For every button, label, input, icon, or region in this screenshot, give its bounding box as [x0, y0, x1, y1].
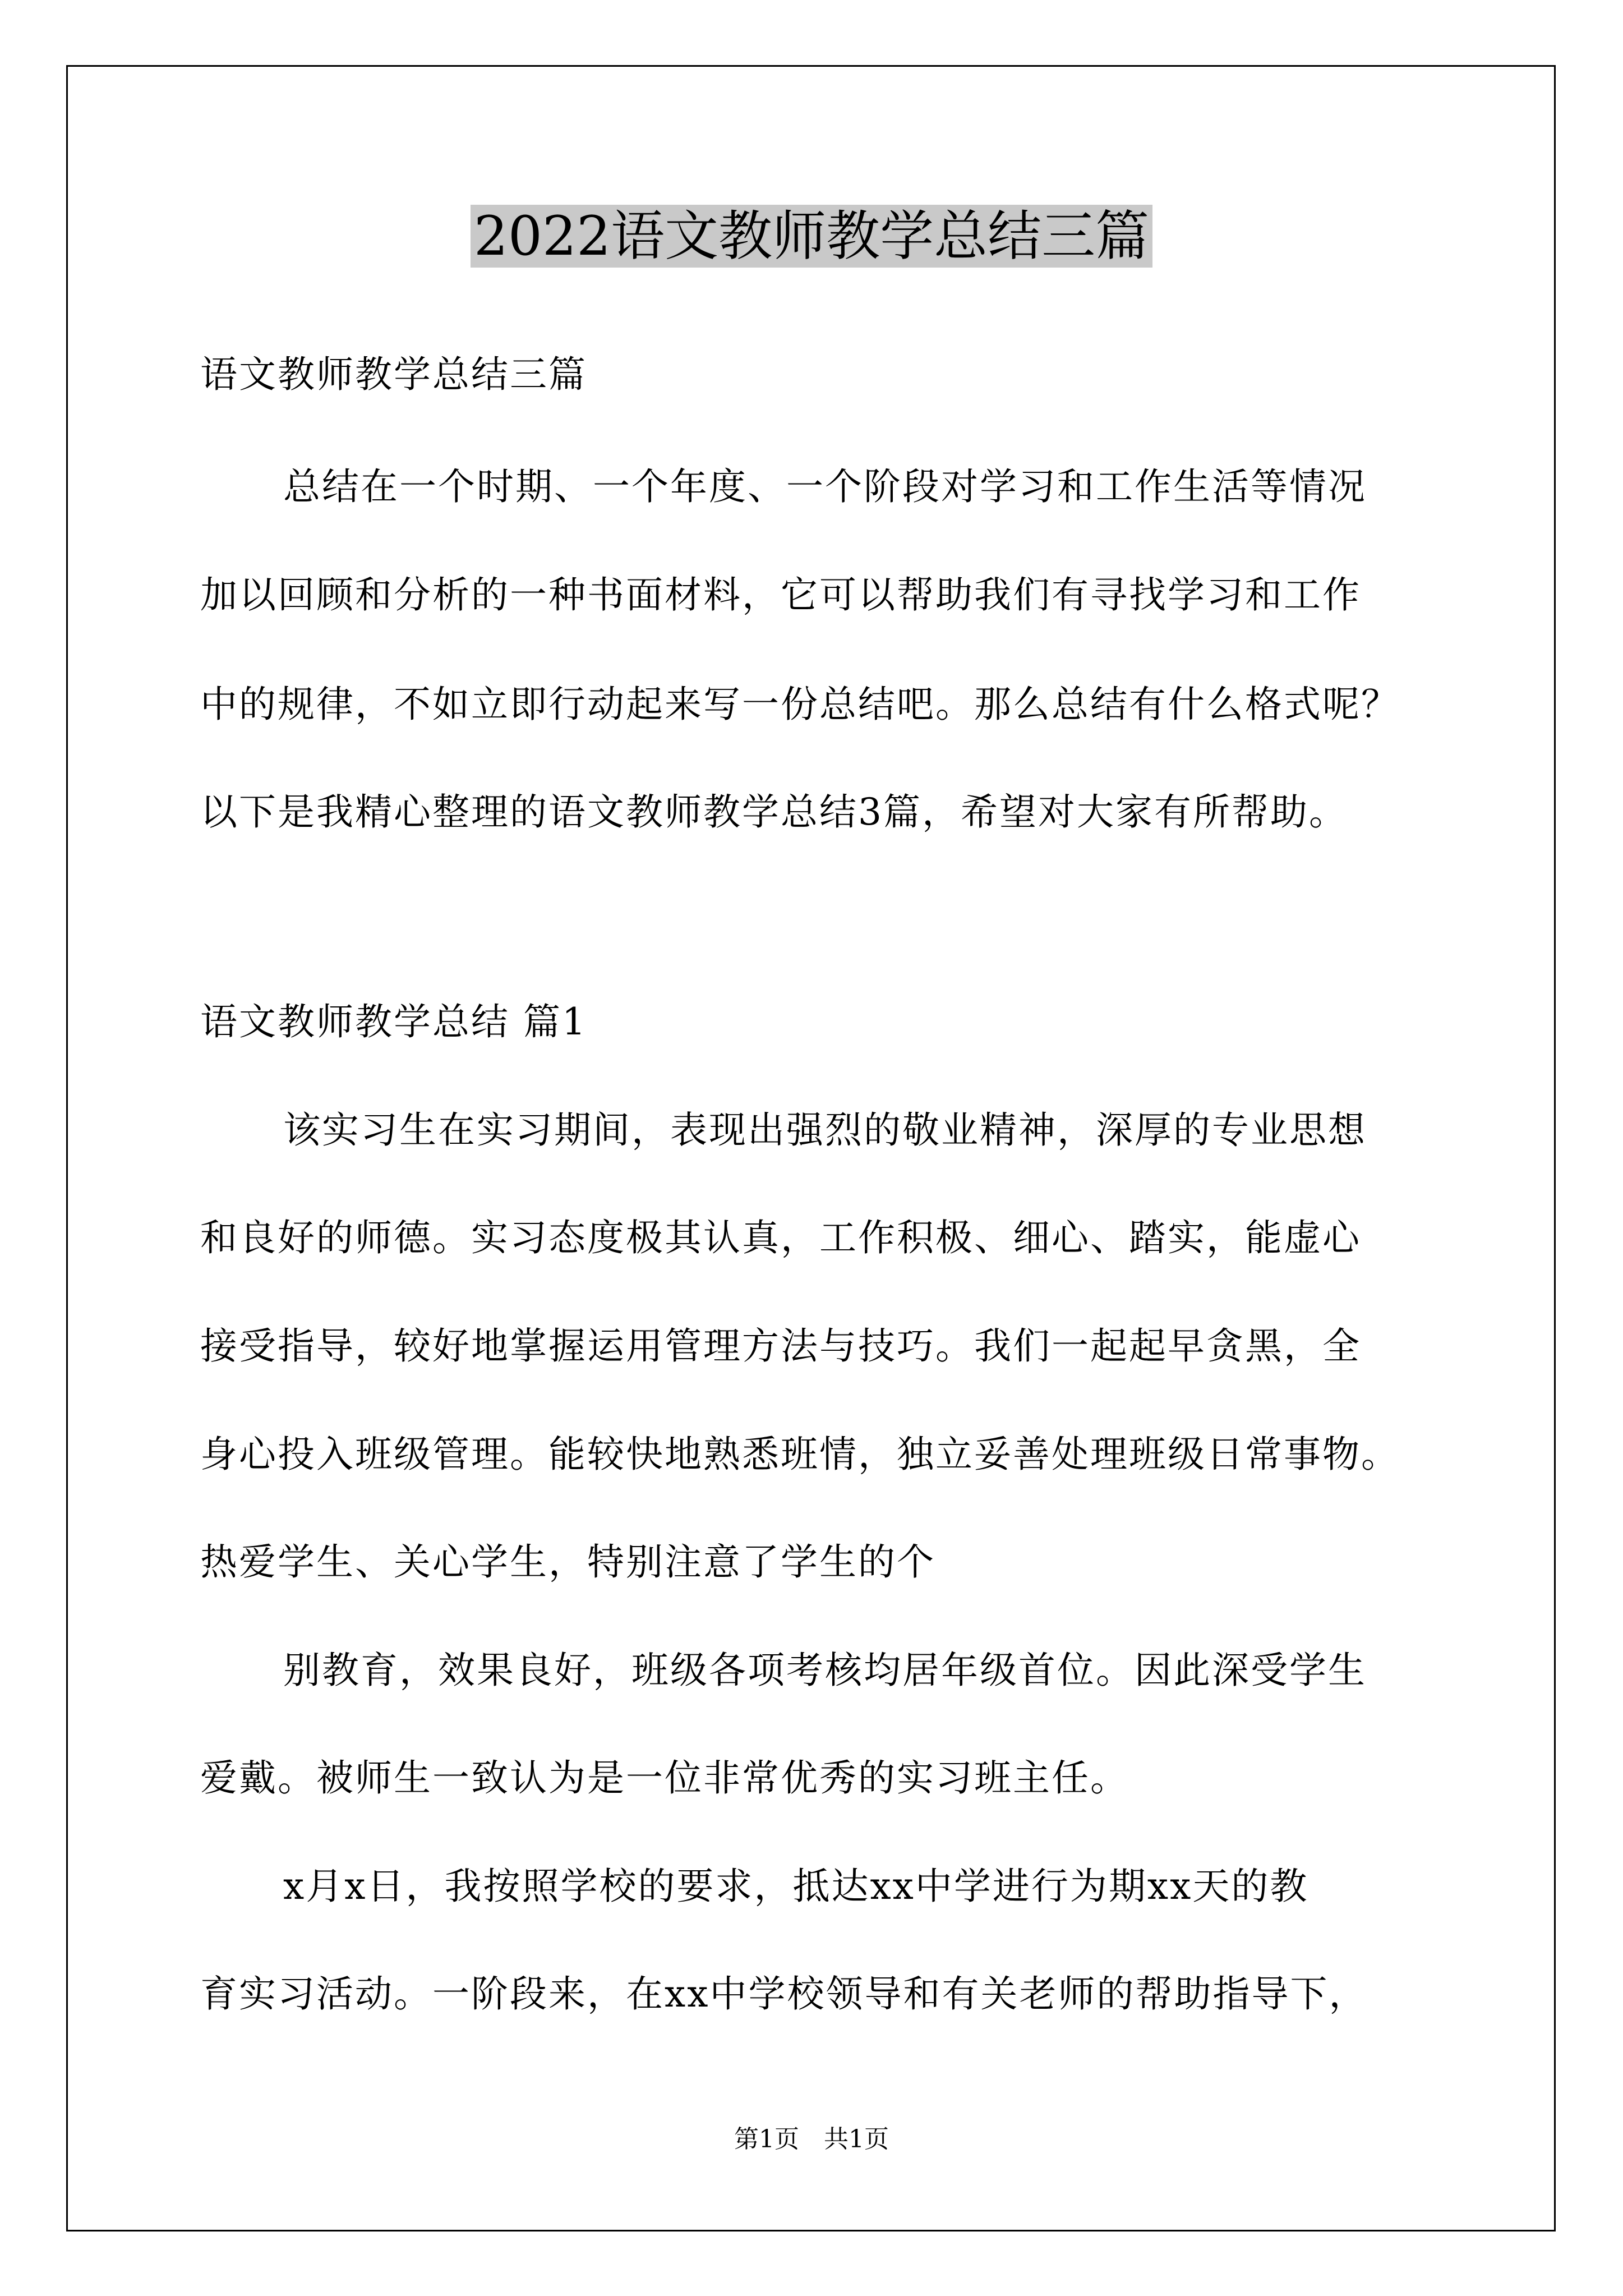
section-heading: 语文教师教学总结 篇1 — [200, 1000, 587, 1043]
paragraph-line: 总结在一个时期、一个年度、一个阶段对学习和工作生活等情况 — [283, 465, 1367, 508]
section-heading: 语文教师教学总结三篇 — [200, 353, 587, 396]
paragraph-line: 爱戴。被师生一致认为是一位非常优秀的实习班主任。 — [200, 1756, 1129, 1800]
paragraph-line: 加以回顾和分析的一种书面材料，它可以帮助我们有寻找学习和工作 — [200, 573, 1361, 616]
paragraph-line: 身心投入班级管理。能较快地熟悉班情，独立妥善处理班级日常事物。 — [200, 1433, 1400, 1476]
paragraph-line: 以下是我精心整理的语文教师教学总结3篇，希望对大家有所帮助。 — [200, 790, 1348, 834]
document-title: 2022语文教师教学总结三篇 — [471, 205, 1152, 268]
page-footer: 第1页 共1页 — [734, 2125, 889, 2154]
paragraph-line: 中的规律，不如立即行动起来写一份总结吧。那么总结有什么格式呢？ — [200, 683, 1400, 726]
paragraph-line: 育实习活动。一阶段来，在xx中学校领导和有关老师的帮助指导下， — [200, 1972, 1368, 2016]
document-title-block — [0, 200, 1623, 273]
paragraph-line: 和良好的师德。实习态度极其认真，工作积极、细心、踏实，能虚心 — [200, 1216, 1361, 1259]
paragraph-line: x月x日，我按照学校的要求，抵达xx中学进行为期xx天的教 — [283, 1865, 1309, 1908]
paragraph-line: 接受指导，较好地掌握运用管理方法与技巧。我们一起起早贪黑，全 — [200, 1324, 1361, 1368]
paragraph-line: 别教育，效果良好，班级各项考核均居年级首位。因此深受学生 — [283, 1649, 1367, 1692]
paragraph-line: 该实习生在实习期间，表现出强烈的敬业精神，深厚的专业思想 — [283, 1108, 1367, 1152]
paragraph-line: 热爱学生、关心学生，特别注意了学生的个 — [200, 1540, 935, 1584]
